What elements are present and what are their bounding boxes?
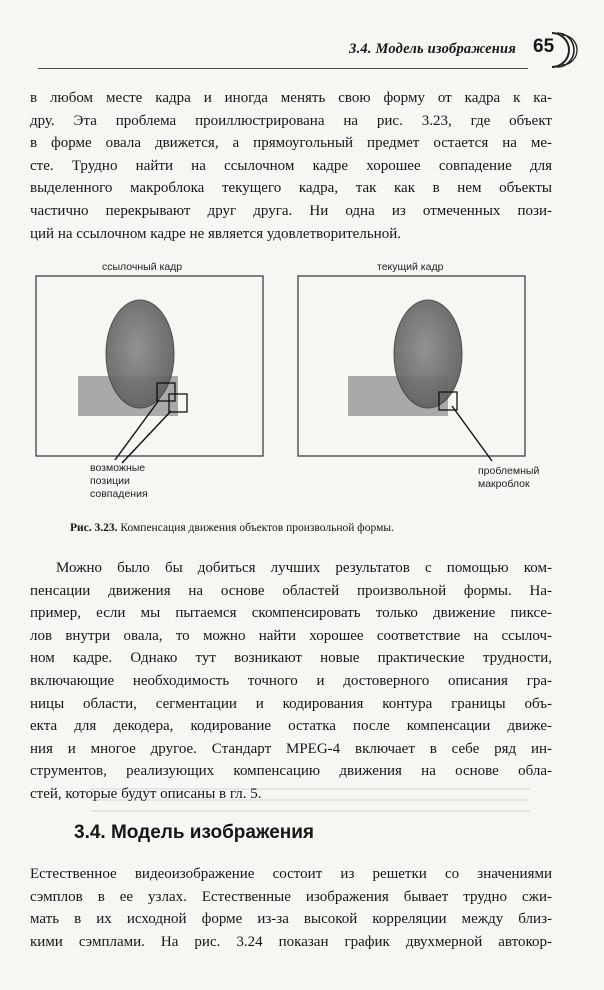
- caption-label: Рис. 3.23.: [70, 522, 118, 534]
- figure-motion-compensation: [30, 256, 570, 516]
- text-line: лов внутри овала, то можно найти хорошее соответствие на ссылоч-: [30, 627, 552, 644]
- text-line: ном кадре. Однако тут возникают новые практические трудности,: [30, 650, 552, 667]
- caption-text: Компенсация движения объектов произвольной формы.: [120, 522, 394, 534]
- text-line: стей, которые будут описаны в гл. 5.: [30, 785, 262, 802]
- text-line: в форме овала движется, а прямоугольный предмет остается на ме-: [30, 135, 552, 152]
- text-line: кими сэмплами. На рис. 3.24 показан график двухмерной автокор-: [30, 933, 552, 950]
- text-line: екта для декодера, кодирование остатка после компенсации движе-: [30, 718, 552, 735]
- text-line: частично перекрывают друг друга. Ни одна из отмеченных пози-: [30, 202, 552, 219]
- right-note-line-1: проблемный: [478, 465, 540, 477]
- paragraph-3: [30, 863, 552, 953]
- figure-caption: [70, 522, 394, 534]
- text-line: ницы области, сегментации и кодирования контура границы объ-: [30, 695, 552, 712]
- right-frame-title: текущий кадр: [377, 261, 444, 273]
- left-note-line-1: возможные: [90, 462, 146, 474]
- text-line: мать в их исходной форме из-за высокой корреляции между близ-: [30, 911, 552, 928]
- left-oval-object: [106, 300, 174, 408]
- text-line: струментов, реализующих компенсацию движения на основе обла-: [30, 763, 552, 780]
- text-line: выделенного макроблока текущего кадра, так как в нем объекты: [30, 180, 552, 197]
- text-line: сэмплов в ее узлах. Естественные изображения бывает трудно сжи-: [30, 888, 552, 905]
- page-number-arcs-icon: [548, 30, 578, 70]
- text-line: в любом месте кадра и иногда менять свою форму от кадра к ка-: [30, 90, 552, 106]
- text-line: ния и многое другое. Стандарт MPEG-4 включает в себе ряд ин-: [30, 740, 552, 757]
- header-rule: [38, 68, 528, 69]
- bleed-through-texture: [90, 788, 530, 818]
- pointer-line-2: [122, 411, 171, 463]
- text-line: пенсации движения на основе областей произвольной формы. На-: [30, 582, 552, 599]
- text-line: включающие необходимость точного и достоверного описания гра-: [30, 672, 552, 689]
- paragraph-2: [30, 557, 552, 806]
- text-line: ций на ссылочном кадре не является удовлетворительной.: [30, 225, 401, 242]
- text-line: сте. Трудно найти на ссылочном кадре хорошее совпадение для: [30, 157, 552, 174]
- section-heading: 3.4. Модель изображения: [74, 822, 315, 843]
- left-frame-title: ссылочный кадр: [102, 261, 183, 273]
- left-note-line-3: совпадения: [90, 488, 148, 500]
- text-line: дру. Эта проблема проиллюстрирована на рис. 3.23, где объект: [30, 112, 552, 129]
- text-line: пример, если мы пытаемся скомпенсировать только движение пиксе-: [30, 605, 552, 622]
- pointer-line-3: [452, 406, 492, 461]
- right-note-line-2: макроблок: [478, 478, 530, 490]
- text-line: Можно было бы добиться лучших результатов с помощью ком-: [56, 560, 552, 576]
- text-line: Естественное видеоизображение состоит из решетки со значениями: [30, 866, 552, 882]
- running-head: 3.4. Модель изображения: [349, 41, 516, 57]
- left-note-line-2: позиции: [90, 475, 130, 487]
- paragraph-1: [30, 87, 552, 245]
- page-number: 65: [533, 36, 555, 57]
